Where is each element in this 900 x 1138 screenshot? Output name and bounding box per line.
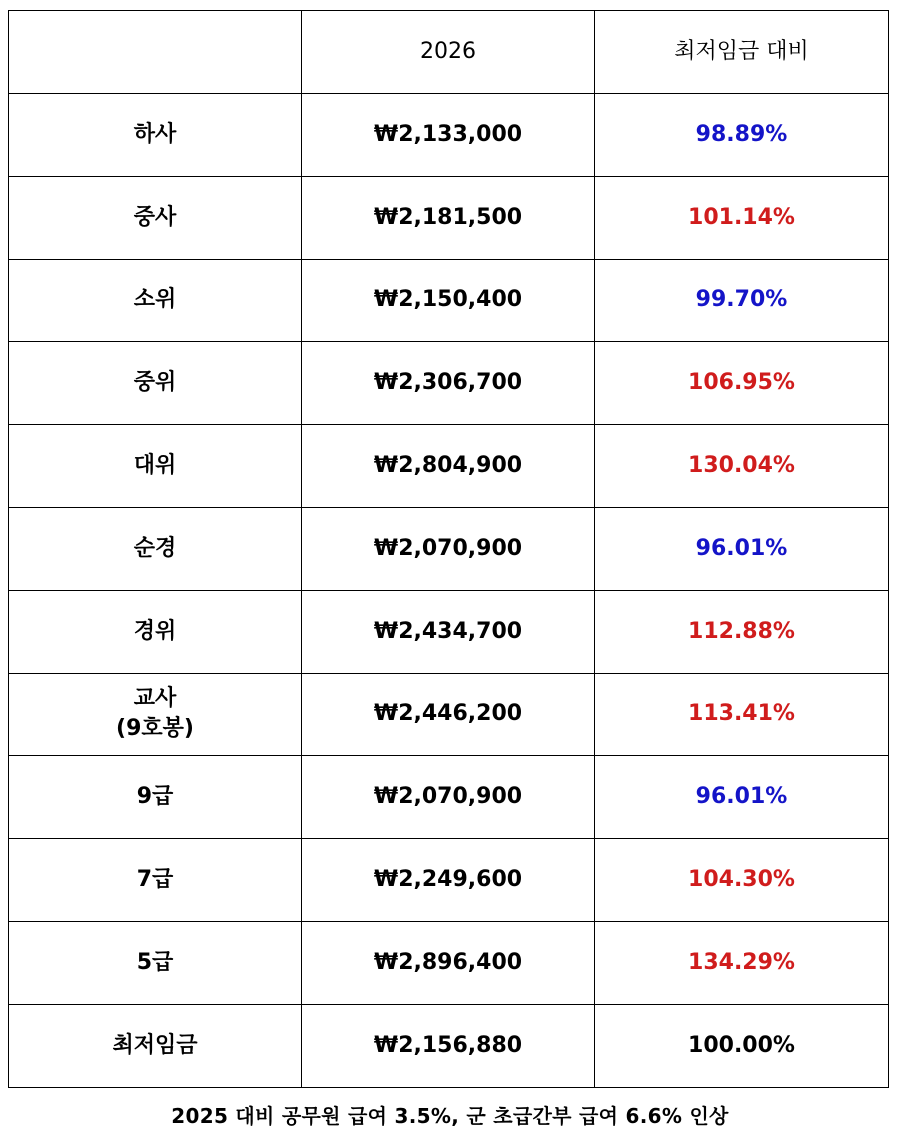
table-row xyxy=(9,1004,889,1087)
salary-cell: ₩2,150,400 xyxy=(302,259,595,342)
salary-cell: ₩2,181,500 xyxy=(302,176,595,259)
ratio-cell: 112.88% xyxy=(595,590,889,673)
rank-label: 대위 xyxy=(133,453,177,479)
ratio-cell: 134.29% xyxy=(595,921,889,1004)
salary-cell: ₩2,249,600 xyxy=(302,839,595,922)
header-minimum-wage-ratio: 최저임금 대비 xyxy=(595,11,889,94)
ratio-cell: 96.01% xyxy=(595,507,889,590)
salary-comparison-table xyxy=(8,10,889,1088)
salary-cell: ₩2,156,880 xyxy=(302,1004,595,1087)
rank-cell xyxy=(9,94,302,177)
rank-label: 중위 xyxy=(133,370,177,396)
table-row xyxy=(9,756,889,839)
rank-cell xyxy=(9,590,302,673)
table-row xyxy=(9,839,889,922)
rank-cell xyxy=(9,839,302,922)
table-row xyxy=(9,425,889,508)
table-row xyxy=(9,673,889,756)
rank-cell xyxy=(9,756,302,839)
ratio-cell: 98.89% xyxy=(595,94,889,177)
salary-cell: ₩2,070,900 xyxy=(302,756,595,839)
salary-cell: ₩2,133,000 xyxy=(302,94,595,177)
rank-sublabel: (9호봉) xyxy=(116,716,194,742)
ratio-cell: 104.30% xyxy=(595,839,889,922)
rank-label: 7급 xyxy=(136,867,174,893)
salary-cell: ₩2,306,700 xyxy=(302,342,595,425)
table-row xyxy=(9,590,889,673)
rank-cell xyxy=(9,176,302,259)
rank-cell xyxy=(9,673,302,756)
rank-cell xyxy=(9,1004,302,1087)
salary-cell: ₩2,804,900 xyxy=(302,425,595,508)
rank-cell xyxy=(9,259,302,342)
footnote: 2025 대비 공무원 급여 3.5%, 군 초급간부 급여 6.6% 인상 xyxy=(171,1104,729,1128)
table-row xyxy=(9,176,889,259)
salary-cell: ₩2,434,700 xyxy=(302,590,595,673)
rank-cell xyxy=(9,921,302,1004)
rank-cell xyxy=(9,342,302,425)
ratio-cell: 113.41% xyxy=(595,673,889,756)
rank-label: 순경 xyxy=(133,535,177,561)
rank-label: 중사 xyxy=(133,204,177,230)
ratio-cell: 100.00% xyxy=(595,1004,889,1087)
table-row xyxy=(9,342,889,425)
rank-label: 소위 xyxy=(133,287,177,313)
rank-label: 5급 xyxy=(136,949,174,975)
rank-label: 하사 xyxy=(133,121,177,147)
table-row xyxy=(9,259,889,342)
table-row xyxy=(9,507,889,590)
rank-label: 9급 xyxy=(136,784,174,810)
salary-cell: ₩2,896,400 xyxy=(302,921,595,1004)
rank-label: 최저임금 xyxy=(112,1032,198,1058)
ratio-cell: 130.04% xyxy=(595,425,889,508)
table-row xyxy=(9,94,889,177)
rank-label: 교사 xyxy=(133,686,177,712)
ratio-cell: 106.95% xyxy=(595,342,889,425)
header-year: 2026 xyxy=(302,11,595,94)
ratio-cell: 99.70% xyxy=(595,259,889,342)
table-row xyxy=(9,921,889,1004)
rank-cell xyxy=(9,425,302,508)
salary-cell: ₩2,070,900 xyxy=(302,507,595,590)
header-blank-cell xyxy=(9,11,302,94)
ratio-cell: 101.14% xyxy=(595,176,889,259)
rank-cell xyxy=(9,507,302,590)
table-header-row xyxy=(9,11,889,94)
ratio-cell: 96.01% xyxy=(595,756,889,839)
salary-cell: ₩2,446,200 xyxy=(302,673,595,756)
rank-label: 경위 xyxy=(133,618,177,644)
